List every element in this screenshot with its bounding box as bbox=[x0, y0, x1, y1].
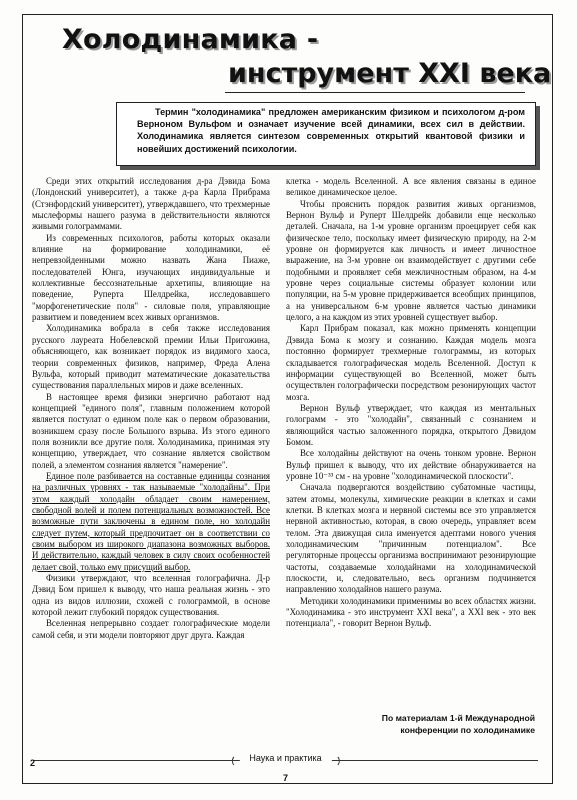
page-number-center: 7 bbox=[283, 773, 289, 783]
left-paragraph: Холодинамика вобрала в себя также исследования русского лауреата Нобелевской премии Ильи Пригожина, объясняющего, как возникает порядок из видимого хаоса, теории современных физиков, например, Фреда Алена Вульфа, который приводит математические доказательства существования параллельных миров и даже вселенных. bbox=[32, 323, 270, 391]
left-column bbox=[32, 176, 270, 641]
right-paragraph: Сначала подвергаются воздействию субатомные частицы, затем атомы, молекулы, химические реакции в клетках и сами клетки. В клетках мозга и нервной системы все это управляется нервной активностью, которая, в свою очередь, управляет всем телом. Эта движущая сила именуется адептами нового учения холодинамическим "причинным потенциалом". Все регуляторные процессы организма воспринимают резонирующие частоты, создаваемые холодайнами на холодинамической плоскости, и, следовательно, весь организм подчиняется направлению холодайнов нашего разума. bbox=[286, 482, 536, 595]
right-paragraph: Чтобы прояснить порядок развития живых организмов, Вернон Вульф и Руперт Шелдрейк добавили еще несколько деталей. Сначала, на 1-м уровне организм проецирует себя как физическое тело, поскольку имеет физическую природу, на 2-м уровне он формируется как личность и имеет личностное выражение, на 3-м уровне он взаимодействует с другими себе подобными и проявляет себя межличностным образом, на 4-м уровне через социальные системы образует колонии или популяции, на 5-м уровне придерживается всеобщих принципов, а на универсальном 6-м уровне является частью динамики целого, а на каждом из этих уровней существует выбор. bbox=[286, 198, 536, 323]
right-paragraph: Карл Прибрам показал, как можно применять концепции Дэвида Бома к мозгу и сознанию. Каждая модель мозга постоянно формирует трехмерные голограммы, из которых складывается голографическая модель Вселенной. Доступ к информации существующей во Вселенной, может быть осуществлен голографически посредством резонирующих частот мозга. bbox=[286, 323, 536, 402]
left-paragraph: Физики утверждают, что вселенная голографична. Д-р Дэвид Бом пришел к выводу, что наша реальная жизнь - это одна из видов иллюзии, схожей с голограммой, в основе которой лежит глубокий порядок существования. bbox=[32, 573, 270, 618]
right-paragraph: клетка - модель Вселенной. А все явления связаны в единое великое динамическое целое. bbox=[286, 176, 536, 198]
right-column bbox=[286, 176, 536, 630]
right-paragraph: Методики холодинамики применимы во всех областях жизни. "Холодинамика - это инструмент XXI века", а XXI век - это век потенциала", - говорит Вернон Вульф. bbox=[286, 595, 536, 629]
intro-box bbox=[116, 102, 536, 166]
source-credit: По материалам 1-й Международной конференции по холодинамике bbox=[381, 713, 535, 735]
intro-text: Термин "холодинамика" предложен американским физиком и психологом д-ром Верноном Вульфом и означает изучение всей динамики, всех сил в действии. Холодинамика является синтезом современных открытий квантовой физики и новейших достижений психологии. bbox=[137, 107, 525, 154]
title-underline bbox=[225, 92, 525, 93]
left-paragraph: В настоящее время физики энергично работают над концепцией "единого поля", главным положением которой является постулат о едином поле как о первом образовании, возникшем сразу после Большого взрыва. Из этого единого поля возникли все другие поля. Холодинамика, принимая эту концепцию, утверждает, что сознание является свойством полей, а элементом сознания является "намерение". bbox=[32, 391, 270, 470]
footer-band bbox=[33, 754, 538, 768]
section-label: Наука и практика bbox=[239, 753, 331, 763]
right-paragraph: Вернон Вульф утверждает, что каждая из ментальных голограмм - это "холодайн", связанный с сознанием и являющийся частью заложенного порядка, открытого Дэвидом Бомом. bbox=[286, 402, 536, 447]
article-title-line2: инструмент XXI века bbox=[228, 58, 552, 89]
left-paragraph: Из современных психологов, работы которых оказали влияние на формирование холодинамики, её непревзойденными можно назвать Жана Пиаже, последователей Юнга, изучающих индивидуальные и коллективные бессознательные архетипы, влияющие на поведение, Руперта Шелдрейка, исследовавшего "морфогенетические поля" - силовые поля, управляющие развитием и поведением всех живых организмов. bbox=[32, 232, 270, 323]
right-paragraph: Все холодайны действуют на очень тонком уровне. Вернон Вульф пришел к выводу, что их действие обнаруживается на уровне 10⁻³³ см - на уровне "холодинамической плоскости". bbox=[286, 448, 536, 481]
page-number-left: 2 bbox=[30, 758, 36, 768]
left-paragraph: Среди этих открытий исследования д-ра Дэвида Бома (Лондонский университет), а также д-ра Карла Прибрама (Стэнфордский университет), утверждавшего, что трехмерные мыслеформы нашего разума в действительности являются живыми голограммами. bbox=[32, 176, 270, 232]
left-paragraph: Единое поле разбивается на составные единицы сознания на различных уровнях - так называемые "холодайны". При этом каждый холодайн обладает своим намерением, свободной волей и полем потенциальных возможностей. Все возможные пути заключены в едином поле, но холодайн следует путем, который предпочитает он в соответствии со своим выбором из широкого диапазона возможных выборов. И действительно, каждый человек в силу своих особенностей делает свой, только ему присущий выбор. bbox=[32, 470, 270, 572]
article-title-line1: Холодинамика - bbox=[62, 24, 319, 55]
left-paragraph: Вселенная непрерывно создает голографические модели самой себя, и эти модели повторяют друг друга. Каждая bbox=[32, 618, 270, 640]
